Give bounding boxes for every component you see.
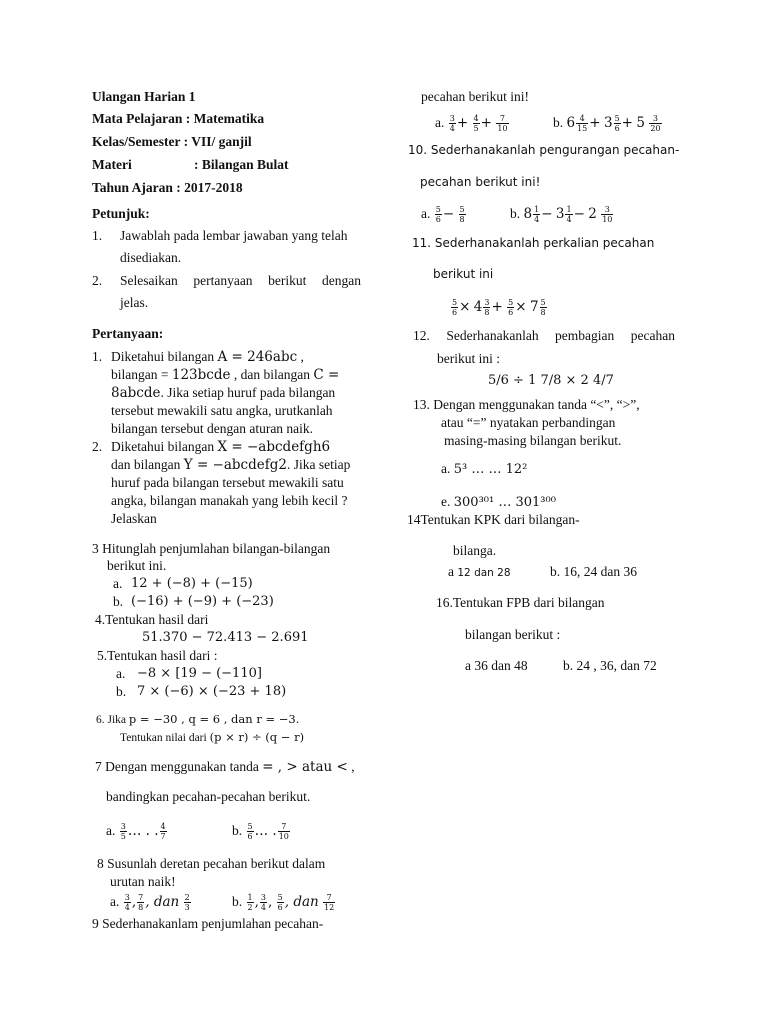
question-13-option-e: e. 300³⁰¹ … 301³⁰⁰: [441, 494, 556, 510]
option-label: b.: [116, 684, 127, 699]
question-4-line: 4.Tentukan hasil dari: [95, 612, 209, 627]
instruction-text: jelas.: [120, 295, 149, 310]
instruction-text: Jawablah pada lembar jawaban yang telah: [120, 228, 348, 243]
question-8-option-b: b. $\frac{1}{2}$ , $\frac{3}{4}$ , $\frac{5}{6}$ , dan $\frac{7}{12}$: [232, 893, 335, 913]
question-2-line: dan bilangan Y = −abcdefg2. Jika setiap: [111, 457, 351, 473]
option-label: a.: [116, 666, 126, 681]
instructions-title: Petunjuk:: [92, 206, 150, 221]
question-7-option-b: b. $\frac{5}{6}$ … . $\frac{7}{10}$: [232, 822, 289, 842]
question-10-line: pecahan berikut ini!: [420, 175, 541, 189]
math-expression: 7 × (−6) × (−23 + 18): [137, 684, 287, 699]
instruction-text: disediakan.: [120, 250, 182, 265]
question-3-line: 3 Hitunglah penjumlahan bilangan-bilangan: [92, 541, 331, 556]
instruction-number: 2.: [92, 273, 103, 288]
question-11-line: berikut ini: [433, 267, 494, 281]
question-14-option-a: a 12 dan 28: [448, 564, 511, 579]
question-10-option-a: a. $\frac{5}{6}$ − $\frac{5}{8}$: [421, 205, 465, 225]
question-10-line: 10. Sederhanakanlah pengurangan pecahan-: [408, 143, 680, 157]
question-12-line: 12. Sederhanakanlah pembagian pecahan: [413, 328, 675, 343]
question-16-line: bilangan berikut :: [465, 627, 561, 642]
question-9-option-a: a. $\frac{3}{4}$ + $\frac{4}{5}$ + $\frac{7}{10}$: [435, 114, 508, 134]
math-expression: (−16) + (−9) + (−23): [131, 594, 274, 609]
question-9-line: pecahan berikut ini!: [421, 89, 529, 104]
question-1: [92, 348, 102, 365]
question-10-option-b: b. 8 $\frac{1}{4}$ − 3 $\frac{1}{4}$ − 2 $\frac{3}{10}$: [510, 205, 613, 225]
material-label: Materi: [92, 157, 132, 172]
question-8-line: 8 Susunlah deretan pecahan berikut dalam: [97, 856, 326, 871]
question-1-line: Diketahui bilangan A = 246abc ,: [111, 349, 304, 365]
question-7-line: 7 Dengan menggunakan tanda = , > atau < ,: [95, 759, 355, 775]
math-expression: 12 + (−8) + (−15): [131, 576, 253, 591]
question-9-line: 9 Sederhanakanlam penjumlahan pecahan-: [92, 916, 324, 931]
question-13-line: masing-masing bilangan berikut.: [444, 433, 622, 448]
math-expression: 5/6 ÷ 1 7/8 × 2 4/7: [488, 373, 614, 388]
material-value: : Bilangan Bulat: [194, 157, 289, 172]
question-1-line: bilangan tersebut dengan aturan naik.: [111, 421, 314, 436]
instruction-number: 1.: [92, 228, 103, 243]
question-14-line: 14Tentukan KPK dari bilangan-: [407, 512, 580, 527]
question-6-line: Tentukan nilai dari (p × r) ÷ (q − r): [120, 730, 305, 744]
question-16-line: 16.Tentukan FPB dari bilangan: [436, 595, 605, 610]
question-number: 2.: [92, 439, 103, 454]
option-label: a.: [113, 576, 123, 591]
question-11-line: 11. Sederhanakanlah perkalian pecahan: [412, 236, 655, 250]
questions-title: Pertanyaan:: [92, 326, 164, 341]
question-3-line: berikut ini.: [107, 558, 167, 573]
question-1-line: bilangan = 123bcde , dan bilangan C =: [111, 367, 340, 383]
class-line: Kelas/Semester : VII/ ganjil: [92, 134, 252, 149]
question-16-option-b: b. 24 , 36, dan 72: [563, 658, 657, 673]
question-1-line: 8abcde. Jika setiap huruf pada bilangan: [111, 385, 336, 401]
question-2-line: angka, bilangan manakah yang lebih kecil ?: [111, 493, 348, 508]
math-expression: −8 × [19 − (−110]: [137, 666, 262, 681]
question-2-line: huruf pada bilangan tersebut mewakili satu: [111, 475, 344, 490]
question-7-line: bandingkan pecahan-pecahan berikut.: [106, 789, 311, 804]
question-12-line: berikut ini :: [437, 351, 500, 366]
question-14-option-b: b. 16, 24 dan 36: [550, 564, 637, 579]
question-2-line: Diketahui bilangan X = −abcdefgh6: [111, 439, 331, 455]
question-7-option-a: a. $\frac{3}{5}$ … . . $\frac{4}{7}$: [106, 822, 166, 842]
question-8-option-a: a. $\frac{3}{4}$ , $\frac{7}{8}$ , dan $\frac{2}{3}$: [110, 893, 190, 913]
math-expression: $\frac{5}{6}$ × 4 $\frac{3}{8}$ + $\frac{5}{6}$ × 7 $\frac{5}{8}$: [452, 298, 546, 318]
question-6-line: 6. Jika p = −30 , q = 6 , dan r = −3.: [96, 712, 300, 726]
question-2-line: Jelaskan: [111, 511, 157, 526]
question-13-option-a: a. 5³ … … 12²: [441, 461, 528, 477]
option-label: b.: [113, 594, 124, 609]
question-13-line: 13. Dengan menggunakan tanda “<”, “>”,: [413, 397, 640, 412]
question-number: 1.: [92, 349, 103, 364]
question-9-option-b: b. 6 $\frac{4}{15}$ + 3 $\frac{5}{6}$ + 5 $\frac{3}{20}$: [553, 114, 661, 134]
question-16-option-a: a 36 dan 48: [465, 658, 528, 673]
question-13-line: atau “=” nyatakan perbandingan: [441, 415, 616, 430]
question-14-line: bilanga.: [453, 543, 497, 558]
subject-line: Mata Pelajaran : Matematika: [92, 111, 265, 126]
question-8-line: urutan naik!: [110, 874, 176, 889]
question-1-line: tersebut mewakili satu angka, urutkanlah: [111, 403, 333, 418]
year-line: Tahun Ajaran : 2017-2018: [92, 180, 243, 195]
math-expression: 51.370 − 72.413 − 2.691: [142, 630, 309, 645]
question-5-line: 5.Tentukan hasil dari :: [97, 648, 218, 663]
exam-title: Ulangan Harian 1: [92, 89, 196, 104]
instruction-text: Selesaikan pertanyaan berikut dengan: [120, 273, 361, 288]
